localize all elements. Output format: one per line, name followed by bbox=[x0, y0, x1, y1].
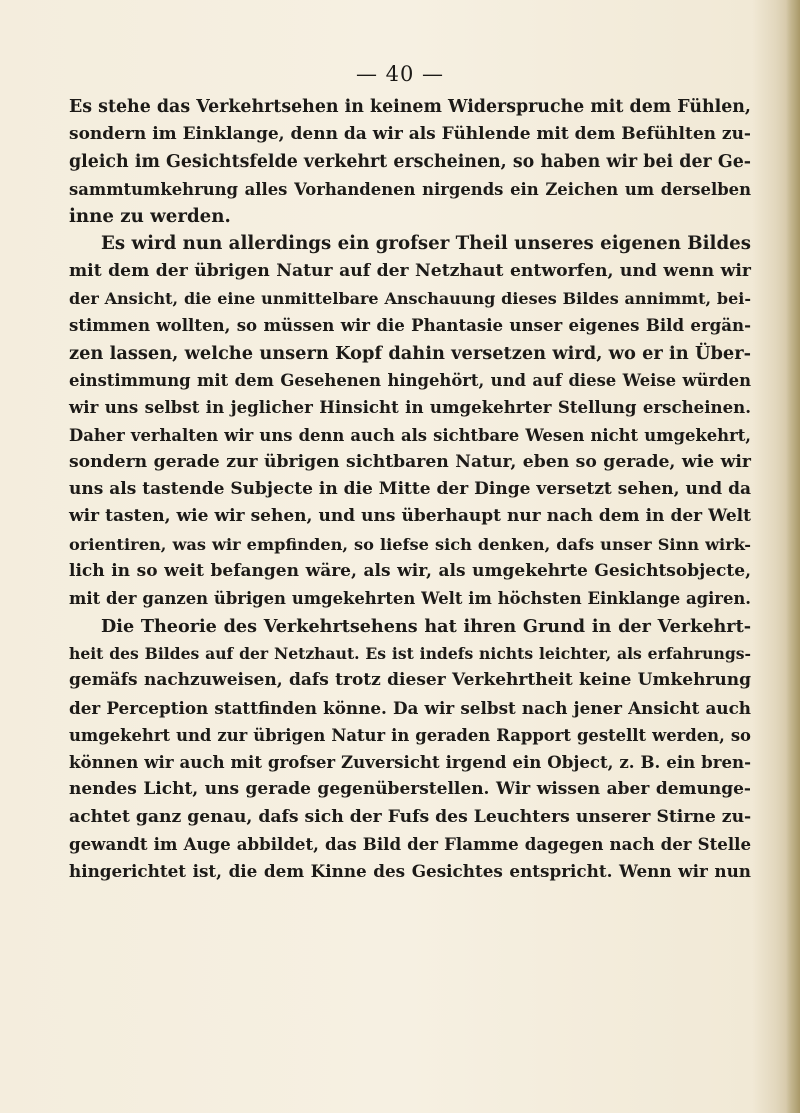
page-edge-shadow bbox=[786, 0, 800, 1113]
text-line: der Perception stattfinden könne. Da wir selbst nach jener Ansicht auch bbox=[69, 697, 751, 718]
text-line: mit dem der übrigen Natur auf der Netzhaut entworfen, und wenn wir bbox=[69, 260, 751, 281]
text-line: Es stehe das Verkehrtsehen in keinem Widerspruche mit dem Fühlen, bbox=[69, 97, 751, 117]
text-line: der Ansicht, die eine unmittelbare Anschauung dieses Bildes annimmt, bei- bbox=[69, 289, 751, 309]
text-line: nendes Licht, uns gerade gegenüberstellen. Wir wissen aber demunge- bbox=[69, 779, 751, 800]
text-line: zen lassen, welche unsern Kopf dahin versetzen wird, wo er in Über- bbox=[69, 342, 751, 364]
text-line: sondern gerade zur übrigen sichtbaren Natur, eben so gerade, wie wir bbox=[69, 451, 751, 472]
text-line: hingerichtet ist, die dem Kinne des Gesichtes entspricht. Wenn wir nun bbox=[69, 861, 751, 882]
body-text bbox=[69, 94, 751, 886]
text-line: lich in so weit befangen wäre, als wir, als umgekehrte Gesichtsobjecte, bbox=[69, 561, 751, 582]
text-line: wir uns selbst in jeglicher Hinsicht in umgekehrter Stellung erscheinen. bbox=[69, 397, 751, 418]
text-line: sammtumkehrung alles Vorhandenen nirgends ein Zeichen um derselben bbox=[69, 179, 751, 199]
text-line: Daher verhalten wir uns denn auch als sichtbare Wesen nicht umgekehrt, bbox=[69, 425, 751, 445]
page-number: — 40 — bbox=[355, 62, 445, 86]
text-line: uns als tastende Subjecte in die Mitte der Dinge versetzt sehen, und da bbox=[69, 479, 751, 500]
text-line: gewandt im Auge abbildet, das Bild der Flamme dagegen nach der Stelle bbox=[69, 834, 751, 855]
text-line: umgekehrt und zur übrigen Natur in geraden Rapport gestellt werden, so bbox=[69, 725, 751, 745]
text-line: sondern im Einklange, denn da wir als Fühlende mit dem Befühlten zu- bbox=[69, 124, 751, 145]
text-line: inne zu werden. bbox=[69, 206, 231, 228]
text-line: achtet ganz genau, dafs sich der Fufs des Leuchters unserer Stirne zu- bbox=[69, 806, 752, 827]
text-line: gemäfs nachzuweisen, dafs trotz dieser Verkehrtheit keine Umkehrung bbox=[69, 670, 751, 691]
text-line: stimmen wollten, so müssen wir die Phantasie unser eigenes Bild ergän- bbox=[69, 315, 751, 336]
text-line: heit des Bildes auf der Netzhaut. Es ist indefs nichts leichter, als erfahrungs- bbox=[69, 643, 751, 663]
text-line: gleich im Gesichtsfelde verkehrt erscheinen, so haben wir bei der Ge- bbox=[69, 151, 751, 172]
text-line: können wir auch mit grofser Zuversicht irgend ein Object, z. B. ein bren- bbox=[69, 752, 751, 773]
text-line: wir tasten, wie wir sehen, und uns überhaupt nur nach dem in der Welt bbox=[69, 506, 751, 527]
text-line: orientiren, was wir empfinden, so liefse sich denken, dafs unser Sinn wirk- bbox=[69, 534, 751, 554]
text-line: Die Theorie des Verkehrtsehens hat ihren Grund in der Verkehrt- bbox=[101, 615, 751, 637]
text-line: mit der ganzen übrigen umgekehrten Welt im höchsten Einklange agiren. bbox=[69, 589, 751, 609]
text-line: einstimmung mit dem Gesehenen hingehört, und auf diese Weise würden bbox=[69, 370, 751, 390]
text-line: Es wird nun allerdings ein grofser Theil unseres eigenen Bildes bbox=[101, 233, 751, 255]
